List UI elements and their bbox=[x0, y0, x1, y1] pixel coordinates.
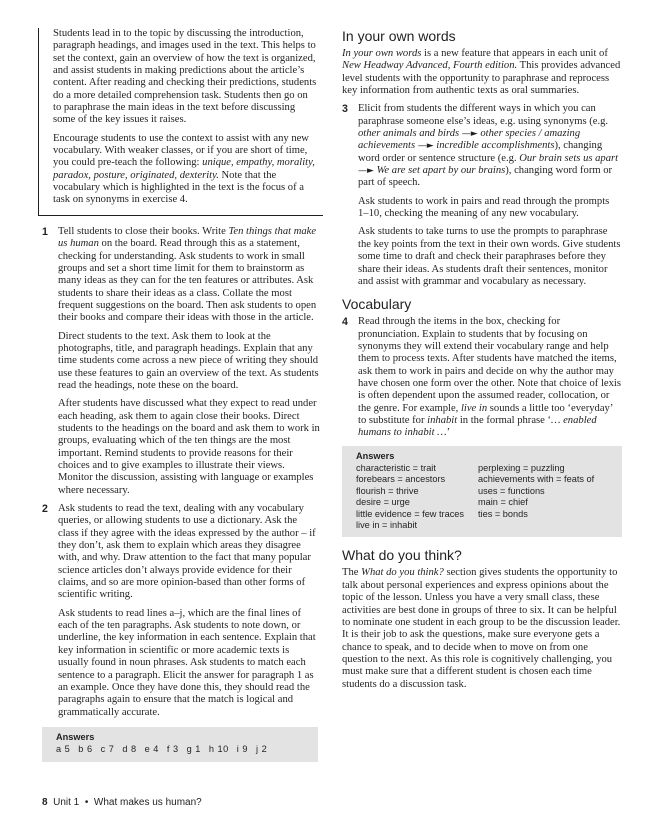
answers-box-exercise-2 bbox=[42, 727, 318, 762]
footer-bullet: • bbox=[84, 797, 89, 808]
paragraph: After students have discussed what they expect to read under each heading, ask them to again close their books. Direct students to the headings on the board and ask them to work in groups, evaluating which of the ten things are the most important. Remind students to provide reasons for their choices and to give examples to illustrate their views. Monitor the discussion, assisting with language or examples where necessary. bbox=[58, 398, 320, 496]
paragraph: Ask students to read the text, dealing with any vocabulary queries, or allowing students to use a dictionary. Ask the class if they agree with the ideas expressed by the author – if they don’t, ask them to explain which areas they disagree with, and why. Draw attention to the fact that many popular science articles don’t always provide evidence for their claims, and so are more opinion-based than other forms of scientific writing. bbox=[58, 503, 316, 601]
right-column bbox=[342, 28, 622, 697]
unit-label: Unit 1 bbox=[53, 797, 80, 808]
page-number: 8 bbox=[42, 797, 48, 808]
exercise-1: 1 Tell students to close their books. Write Ten things that make us human on the board. Read through this as a statement, checking for understanding. Ask students to work in small groups and set a short time limit for them to brainstorm as many ideas as they can for the ten features or attributes. Ask students to share their ideas as a class. Collate the most frequent suggestions on the board. Then ask students to open their books and compare their ideas with those in the article. Direct students to the text. Ask them to look at the photographs, title, and paragraph headings. Explain that any time students come across a new piece of writing they should use these features to gain an overview of the text. As students read the headings, note these on the board. After students have discussed what they expect to read under each heading, ask them to again close their books. Direct students to the headings on the board and ask them to work in groups, evaluating which of the ten things are the most important. Remind students to provide reasons for their choices and to give examples to illustrate their views. Monitor the discussion, assisting with language or examples where necessary. bbox=[42, 225, 320, 496]
exercise-number: 2 bbox=[42, 503, 48, 516]
answers-box-exercise-4 bbox=[342, 446, 622, 538]
section-heading-in-your-own-words: In your own words bbox=[342, 28, 456, 44]
article-title: Ten things that make us human bbox=[58, 225, 317, 250]
paragraph: Ask students to take turns to use the prompts to paraphrase the key points from the text in their own words. Give students some time to draft and check their paraphrases before they share their ideas. As students draft their sentences, monitor and assist with grammar and vocabulary as necessary. bbox=[358, 226, 621, 287]
section-heading-vocabulary: Vocabulary bbox=[342, 296, 412, 313]
answers-grid: characteristic = trait forebears = ancestors flourish = thrive desire = urge little evidence = few traces live in = inhabit perplexing = puzzling achievements with = feats of uses = functions main = chief ties = bonds bbox=[356, 463, 595, 531]
preteach-words: unique, empathy, morality, paradox, posture, originated, dexterity. bbox=[53, 157, 315, 181]
answers-title: Answers bbox=[356, 450, 395, 461]
exercise-2 bbox=[42, 503, 320, 719]
exercise-number: 4 bbox=[342, 316, 348, 329]
arrow-icon: —► bbox=[358, 166, 374, 177]
exercise-4: 4 Read through the items in the box, checking for pronunciation. Explain to students that by focusing on synonyms they will extend their vocabulary range and help them to process texts. After students have matched the items, ask them to work in pairs and decide on why the author may have chosen one form over the other. Note that choice of lexis is often dependent upon the assumed reader, collocation, or the genre. For example, live in sounds a little too ‘everyday’ to substitute for inhabit in the formal phrase ‘… enabled humans to inhabit …’ bbox=[342, 316, 621, 439]
unit-title: What makes us human? bbox=[93, 797, 202, 808]
paragraph: Direct students to the text. Ask them to look at the photographs, title, and paragraph headings. Explain that any time students come across a new piece of writing they should use these features to gain an overview of the text. As students read the headings, note these on the board. bbox=[58, 330, 319, 391]
overview-paragraph: Students lead in to the topic by discussing the introduction, paragraph headings, and images used in the text. This helps to set the context, gain an overview of how the text is organized, and assist students in making predictions about the article’s content. After reading and checking their predictions, students do a more detailed comprehension task. Students then go on to paraphrase the main ideas in the text before discussing some of the key issues it raises. bbox=[53, 28, 317, 126]
page-footer bbox=[42, 797, 202, 808]
answers-list: a 5 b 6 c 7 d 8 e 4 f 3 g 1 h 10 i 9 j 2 bbox=[56, 744, 268, 755]
exercise-number: 3 bbox=[342, 103, 348, 116]
exercise-3: 3 Elicit from students the different ways in which you can paraphrase someone else’s ideas, e.g. using synonyms (e.g. other animals and birds —► other species / amazing achievements —► incredible accomplishments), changing word order or sentence structure (e.g. Our brain sets us apart —► We are set apart by our brains), changing word form or part of speech. Ask students to work in pairs and read through the prompts 1–10, checking the meaning of any new vocabulary. Ask students to take turns to use the prompts to paraphrase the key points from the text in their own words. Give students some time to draft and check their paraphrases before they share their ideas. As students draft their sentences, monitor and assist with grammar and vocabulary as necessary. bbox=[342, 103, 621, 287]
discussion-paragraph: The What do you think? section gives students the opportunity to talk about personal experiences and express opinions about the topic of the lesson. Unless you have a very small class, these activities are best done in groups of three to six. It can be helpful to nominate one student in each group to be the discussion leader. It is their job to ask the questions, make sure everyone gets a chance to speak, and to decide when to move on from one question to the next. As this role is cognitively challenging, you must make sure that a different student is chosen each time students do a discussion task. bbox=[342, 567, 621, 690]
paragraph: Ask students to read lines a–j, which are the final lines of each of the ten paragraphs. Ask students to note down, or underline, the key information in each sentence. Explain that key information in scientific or more academic texts is usually found in noun phrases. Ask students to match each sentence to a paragraph. Elicit the answer for paragraph 1 as an example. Once they have done this, they should read the paragraphs again to ensure that the match is logical and grammatically accurate. bbox=[58, 607, 316, 718]
lesson-overview-box bbox=[38, 28, 323, 216]
arrow-icon: —► bbox=[417, 141, 434, 152]
vocabulary-note-paragraph: Encourage students to use the context to assist with any new vocabulary. With weaker classes, or if you are short of time, you could pre-teach the following: unique, empathy, morality, paradox, posture, originated, dexterity. Note that the vocabulary which is highlighted in the text is the focus of a task on synonyms in exercise 4. bbox=[53, 132, 315, 206]
left-column bbox=[42, 28, 320, 762]
arrow-icon: —► bbox=[461, 129, 478, 140]
paragraph: Ask students to work in pairs and read through the prompts 1–10, checking the meaning of any new vocabulary. bbox=[358, 195, 610, 220]
section-heading-what-do-you-think: What do you think? bbox=[342, 547, 462, 564]
answers-title: Answers bbox=[56, 731, 95, 742]
intro-paragraph: In your own words is a new feature that appears in each unit of New Headway Advanced, Fourth edition. This provides advanced level students with the opportunity to paraphrase and reprocess key information from authentic texts as oral summaries. bbox=[342, 48, 621, 97]
exercise-number: 1 bbox=[42, 225, 48, 238]
